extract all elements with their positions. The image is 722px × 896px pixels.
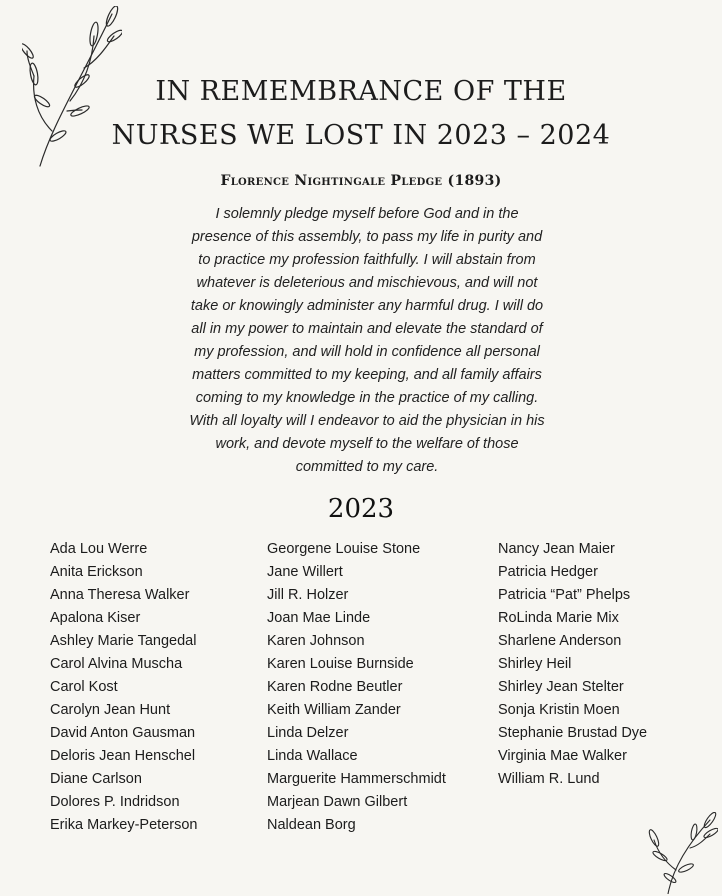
pledge-line: take or knowingly administer any harmful drug. I will do [190, 298, 544, 314]
name-item: Shirley Jean Stelter [498, 679, 624, 695]
name-item: Anita Erickson [50, 564, 143, 580]
pledge-heading: Florence Nightingale Pledge (1893) [220, 173, 502, 189]
name-item: David Anton Gausman [50, 725, 196, 741]
name-item: Deloris Jean Henschel [50, 748, 196, 764]
title-line-2: NURSES WE LOST IN 2023 – 2024 [111, 120, 611, 151]
name-item: Virginia Mae Walker [498, 748, 627, 764]
name-item: Carolyn Jean Hunt [50, 702, 171, 718]
name-item: William R. Lund [498, 771, 600, 787]
name-item: Stephanie Brustad Dye [498, 725, 648, 741]
names-column-1 [50, 538, 197, 837]
pledge-line: committed to my care. [295, 459, 439, 475]
name-item: Sonja Kristin Moen [498, 702, 620, 718]
name-item: Erika Markey-Peterson [50, 817, 198, 833]
name-item: Karen Johnson [267, 633, 365, 649]
name-item: Linda Wallace [267, 748, 358, 764]
pledge-line: With all loyalty will I endeavor to aid the physician in his [189, 413, 545, 429]
name-item: Anna Theresa Walker [50, 587, 190, 603]
pledge-line: my profession, and will hold in confidence all personal [194, 344, 540, 360]
name-item: Nancy Jean Maier [498, 541, 615, 557]
pledge-text [162, 203, 572, 479]
name-item: Dolores P. Indridson [50, 794, 180, 810]
pledge-line: presence of this assembly, to pass my life in purity and [191, 229, 543, 245]
pledge-line: all in my power to maintain and elevate the standard of [191, 321, 543, 337]
name-item: Shirley Heil [498, 656, 572, 672]
page-title [0, 70, 722, 158]
name-item: Ada Lou Werre [50, 541, 148, 557]
leaf-sprig-icon [640, 812, 718, 894]
name-item: Linda Delzer [267, 725, 349, 741]
name-item: Karen Louise Burnside [267, 656, 414, 672]
name-item: Patricia “Pat” Phelps [498, 587, 631, 603]
name-item: Jane Willert [267, 564, 343, 580]
year-heading: 2023 [327, 494, 395, 524]
name-item: Marguerite Hammerschmidt [267, 771, 446, 787]
name-item: Jill R. Holzer [267, 587, 349, 603]
name-item: Ashley Marie Tangedal [50, 633, 197, 649]
name-item: RoLinda Marie Mix [498, 610, 619, 626]
names-column-3 [498, 538, 647, 791]
name-item: Marjean Dawn Gilbert [267, 794, 408, 810]
name-item: Georgene Louise Stone [267, 541, 421, 557]
name-item: Karen Rodne Beutler [267, 679, 403, 695]
name-item: Joan Mae Linde [267, 610, 371, 626]
name-item: Apalona Kiser [50, 610, 141, 626]
name-item: Carol Kost [50, 679, 118, 695]
name-item: Diane Carlson [50, 771, 142, 787]
name-item: Naldean Borg [267, 817, 356, 833]
pledge-line: whatever is deleterious and mischievous, and will not [196, 275, 538, 291]
names-column-2 [267, 538, 446, 837]
pledge-line: work, and devote myself to the welfare of those [215, 436, 519, 452]
name-item: Patricia Hedger [498, 564, 598, 580]
pledge-line: I solemnly pledge myself before God and in the [215, 206, 519, 222]
name-item: Carol Alvina Muscha [50, 656, 183, 672]
title-line-1: IN REMEMBRANCE OF THE [155, 76, 567, 107]
pledge-line: matters committed to my keeping, and all family affairs [192, 367, 542, 383]
name-item: Keith William Zander [267, 702, 401, 718]
pledge-line: to practice my profession faithfully. I will abstain from [198, 252, 536, 268]
name-item: Sharlene Anderson [498, 633, 622, 649]
pledge-line: coming to my knowledge in the practice of my calling. [195, 390, 539, 406]
